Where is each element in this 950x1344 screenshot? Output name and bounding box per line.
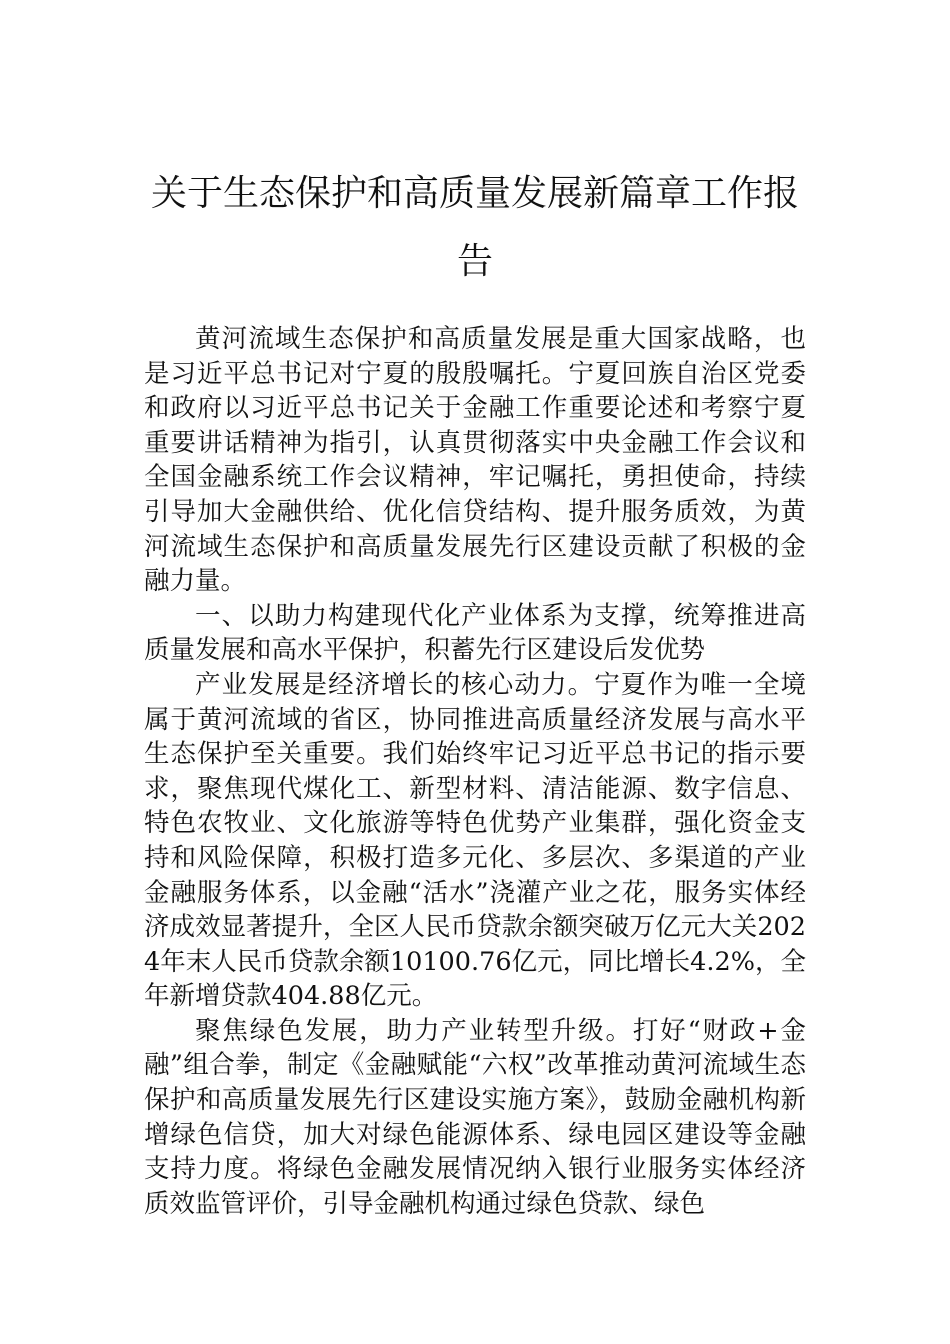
section-heading-1: 一、以助力构建现代化产业体系为支撑，统筹推进高质量发展和高水平保护，积蓄先行区建设后发优势 bbox=[144, 600, 806, 666]
paragraph-industry: 产业发展是经济增长的核心动力。宁夏作为唯一全境属于黄河流域的省区，协同推进高质量经济发展与高水平生态保护至关重要。我们始终牢记习近平总书记的指示要求，聚焦现代煤化工、新型材料、清洁能源、数字信息、特色农牧业、文化旅游等特色优势产业集群，强化资金支持和风险保障，积极打造多元化、多层次、多渠道的产业金融服务体系，以金融“活水”浇灌产业之花，服务实体经济成效显著提升，全区人民币贷款余额突破万亿元大关2024年末人民币贷款余额10100.76亿元，同比增长4.2%，全年新增贷款404.88亿元。 bbox=[144, 669, 806, 1012]
document-title: 关于生态保护和高质量发展新篇章工作报告 bbox=[150, 173, 799, 282]
paragraph-intro: 黄河流域生态保护和高质量发展是重大国家战略，也是习近平总书记对宁夏的殷殷嘱托。宁夏回族自治区党委和政府以习近平总书记关于金融工作重要论述和考察宁夏重要讲话精神为指引，认真贯彻落实中央金融工作会议和全国金融系统工作会议精神，牢记嘱托，勇担使命，持续引导加大金融供给、优化信贷结构、提升服务质效，为黄河流域生态保护和高质量发展先行区建设贡献了积极的金融力量。 bbox=[144, 324, 806, 597]
document-body bbox=[144, 322, 806, 1221]
paragraph-green-development: 聚焦绿色发展，助力产业转型升级。打好“财政+金融”组合拳，制定《金融赋能“六权”改革推动黄河流域生态保护和高质量发展先行区建设实施方案》，鼓励金融机构新增绿色信贷，加大对绿色能源体系、绿电园区建设等金融支持力度。将绿色金融发展情况纳入银行业服务实体经济质效监管评价，引导金融机构通过绿色贷款、绿色 bbox=[144, 1015, 806, 1219]
